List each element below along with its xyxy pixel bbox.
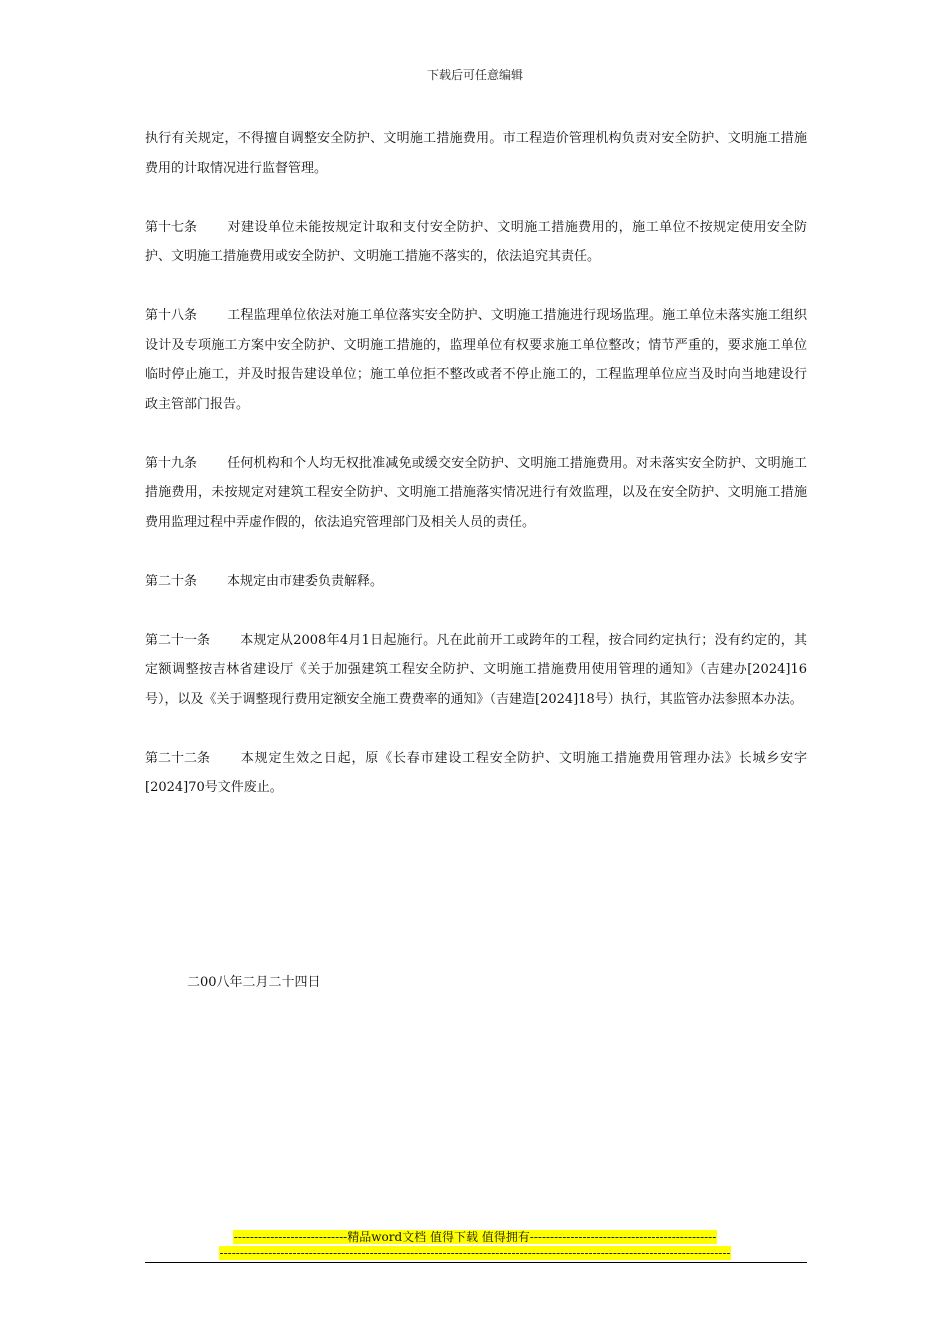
article-18: [145, 301, 807, 419]
article-number: 第十八条: [145, 308, 198, 323]
footer-divider: [145, 1262, 807, 1263]
article-17: [145, 213, 807, 272]
article-text: 任何机构和个人均无权批准减免或缓交安全防护、文明施工措施费用。对未落实安全防护、文明施工措施费用，未按规定对建筑工程安全防护、文明施工措施落实情况进行有效监理，以及在安全防护、文明施工措施费用监理过程中弄虚作假的，依法追究管理部门及相关人员的责任。: [145, 455, 807, 530]
article-text: 本规定从2008年4月1日起施行。凡在此前开工或跨年的工程，按合同约定执行；没有约定的，其定额调整按吉林省建设厅《关于加强建筑工程安全防护、文明施工措施费用使用管理的通知》（吉建办[2024]16号），以及《关于调整现行费用定额安全施工费费率的通知》（吉建造[2024]18号）执行，其监管办法参照本办法。: [145, 632, 807, 707]
article-text: 对建设单位未能按规定计取和支付安全防护、文明施工措施费用的，施工单位不按规定使用安全防护、文明施工措施费用或安全防护、文明施工措施不落实的，依法追究其责任。: [145, 219, 807, 264]
article-20: [145, 567, 807, 597]
footer-banner-line1: [0, 1229, 950, 1246]
document-body: [145, 124, 807, 832]
article-number: 第十九条: [145, 455, 198, 471]
article-number: 第十七条: [145, 219, 198, 235]
footer-dash-line: ------------------------------------------------------------------------------------------------------------------------------: [219, 1246, 731, 1260]
page-header: 下载后可任意编辑: [426, 68, 523, 82]
article-number: 第二十条: [145, 573, 198, 589]
article-text: 工程监理单位依法对施工单位落实安全防护、文明施工措施进行现场监理。施工单位未落实施工组织设计及专项施工方案中安全防护、文明施工措施的，监理单位有权要求施工单位整改；情节严重的，要求施工单位临时停止施工，并及时报告建设单位；施工单位拒不整改或者不停止施工的，工程监理单位应当及时向当地建设行政主管部门报告。: [145, 308, 807, 412]
document-date: 二00八年二月二十四日: [187, 975, 321, 990]
article-19: [145, 449, 807, 538]
article-text: 本规定生效之日起，原《长春市建设工程安全防护、文明施工措施费用管理办法》长城乡安字[2024]70号文件废止。: [145, 750, 807, 795]
article-22: [145, 744, 807, 803]
article-number: 第二十一条: [145, 632, 211, 648]
footer-banner-line2: [0, 1245, 950, 1262]
article-number: 第二十二条: [145, 750, 211, 766]
article-text: 本规定由市建委负责解释。: [227, 573, 384, 589]
article-21: [145, 626, 807, 715]
footer-banner-text: ----------------------------精品word文档 值得下载 值得拥有----------------------------------------------: [233, 1230, 717, 1244]
paragraph-text: 执行有关规定，不得擅自调整安全防护、文明施工措施费用。市工程造价管理机构负责对安全防护、文明施工措施费用的计取情况进行监督管理。: [145, 131, 807, 176]
paragraph-continued: [145, 124, 807, 183]
